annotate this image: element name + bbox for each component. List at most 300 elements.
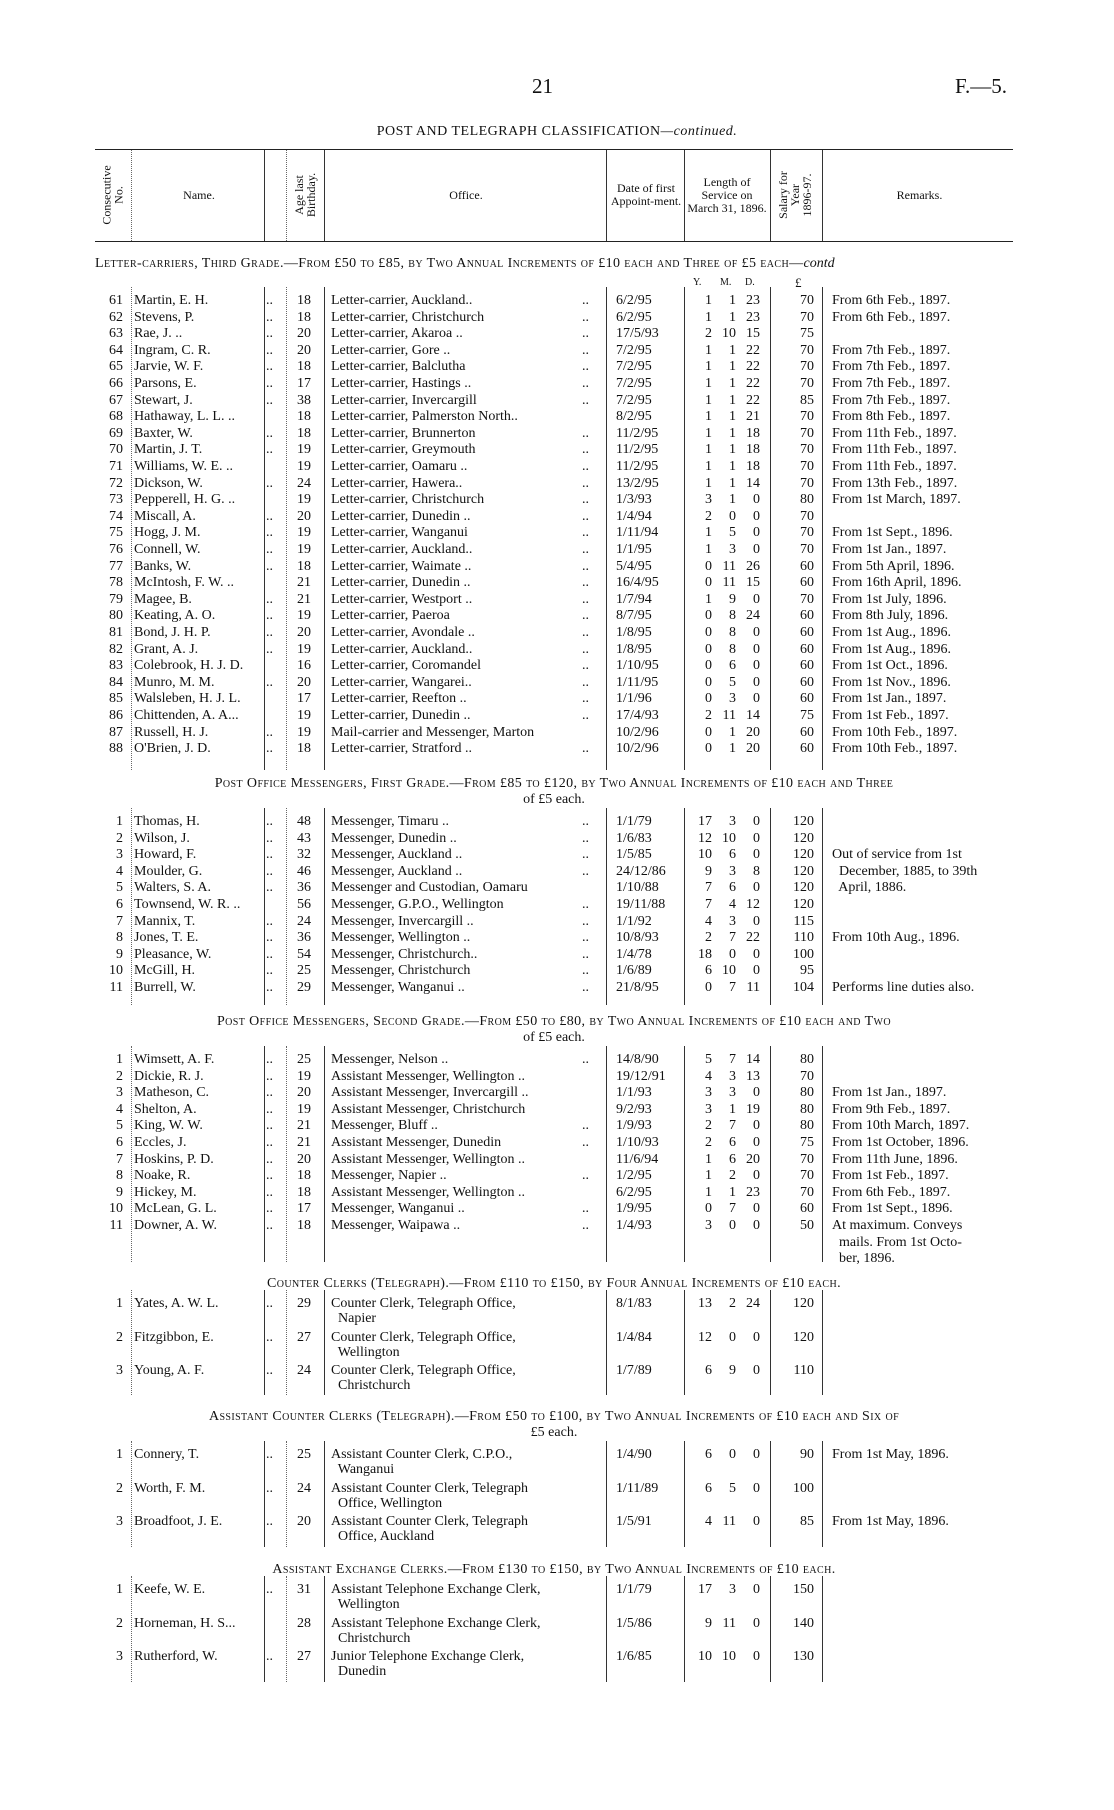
cell-no: 86 (109, 708, 123, 723)
cell-m: 7 (729, 980, 736, 995)
cell-y: 3 (705, 1101, 712, 1117)
cell-m: 9 (729, 1363, 736, 1378)
cell-d: 0 (753, 508, 760, 524)
cell-date: 11/6/94 (616, 1151, 659, 1167)
document-reference: F.—5. (955, 74, 1007, 98)
cell-y: 0 (705, 558, 712, 574)
cell-age: 32 (297, 847, 311, 863)
cell-y: 1 (705, 542, 712, 557)
cell-d: 11 (746, 980, 760, 995)
cell-odots: .. (582, 309, 589, 325)
cell-d: 0 (753, 1582, 760, 1597)
cell-d: 0 (753, 1481, 760, 1496)
cell-d: 22 (746, 930, 760, 946)
cell-date: 11/2/95 (616, 459, 659, 474)
table-row: 3 Howard, F. .. 32 Messenger, Auckland .. .. 1/5/85 10 6 0 120 Out of service from 1st (0, 847, 1114, 864)
cell-salary: 70 (800, 475, 814, 491)
cell-age: 17 (297, 1201, 311, 1217)
cell-age: 38 (297, 392, 311, 408)
cell-odots: .. (582, 392, 589, 408)
cell-no: 70 (109, 442, 123, 458)
cell-salary: 70 (800, 459, 814, 474)
cell-m: 1 (729, 442, 736, 458)
cell-d: 24 (746, 608, 760, 624)
cell-y: 1 (705, 409, 712, 425)
cell-dots: .. (266, 1052, 273, 1067)
cell-remarks: From 10th March, 1897. (832, 1118, 970, 1134)
cell-remarks: From 7th Feb., 1897. (832, 392, 951, 408)
cell-date: 1/4/94 (616, 508, 652, 524)
page-title-continued: —continued. (660, 124, 738, 139)
cell-salary: 60 (800, 575, 814, 591)
cell-y: 1 (705, 425, 712, 441)
cell-dots: .. (266, 741, 273, 757)
cell-age: 18 (297, 741, 311, 757)
cell-y: 10 (698, 1649, 712, 1664)
cell-date: 1/6/85 (616, 1649, 652, 1664)
header-bottom-rule (95, 241, 1013, 242)
cell-name: Moulder, G. (134, 863, 203, 879)
cell-no: 3 (116, 1085, 123, 1101)
cell-name: Walsleben, H. J. L. (134, 691, 241, 707)
cell-no: 63 (109, 326, 123, 342)
cell-name: Burrell, W. (134, 980, 196, 995)
cell-name: Martin, J. T. (134, 442, 203, 458)
cell-y: 9 (705, 863, 712, 879)
cell-no: 5 (116, 1118, 123, 1134)
cell-odots: .. (582, 475, 589, 491)
cell-dots: .. (266, 963, 273, 979)
cell-d: 0 (753, 1514, 760, 1529)
cell-d: 0 (753, 814, 760, 829)
cell-age: 18 (297, 1218, 311, 1233)
cell-m: 11 (722, 708, 736, 723)
cell-y: 3 (705, 1218, 712, 1233)
cell-date: 6/2/95 (616, 1184, 652, 1200)
cell-salary: 60 (800, 658, 814, 674)
cell-date: 10/2/96 (616, 741, 659, 757)
table-row: Wellington (331, 1597, 400, 1612)
cell-odots: .. (582, 897, 589, 912)
cell-odots: .. (582, 376, 589, 391)
table-row: 3 Young, A. F. .. 24 Counter Clerk, Telegraph Office, 1/7/89 6 9 0 110 (0, 1363, 1114, 1380)
cell-m: 1 (729, 359, 736, 375)
cell-no: 3 (116, 1649, 123, 1664)
cell-salary: 70 (800, 1184, 814, 1200)
cell-remarks: From 6th Feb., 1897. (832, 293, 951, 308)
cell-remarks: From 1st October, 1896. (832, 1135, 969, 1150)
cell-d: 0 (753, 963, 760, 979)
cell-salary: 70 (800, 525, 814, 541)
table-row: 6 Eccles, J. .. 21 Assistant Messenger, Dunedin .. 1/10/93 2 6 0 75 From 1st October, 1896. (0, 1135, 1114, 1152)
cell-y: 12 (698, 1330, 712, 1345)
cell-remarks: From 13th Feb., 1897. (832, 475, 958, 491)
cell-no: 1 (116, 1052, 123, 1067)
cell-age: 18 (297, 409, 311, 425)
table-row: 78 McIntosh, F. W. .. 21 Letter-carrier, Dunedin .. .. 16/4/95 0 11 15 60 From 16th April, 1896. (0, 575, 1114, 592)
cell-odots: .. (582, 342, 589, 358)
cell-date: 10/2/96 (616, 724, 659, 740)
cell-remarks: From 1st Jan., 1897. (832, 1085, 947, 1101)
cell-date: 8/2/95 (616, 409, 652, 425)
cell-name: Eccles, J. (134, 1135, 187, 1150)
cell-date: 9/2/93 (616, 1101, 652, 1117)
cell-d: 0 (753, 1085, 760, 1101)
header-length-of-service: Length of Service on March 31, 1896. (687, 174, 767, 215)
table-row (0, 1251, 1114, 1268)
table-row: 5 Walters, S. A. .. 36 Messenger and Custodian, Oamaru 1/10/88 7 6 0 120 April, 1886. (0, 880, 1114, 897)
cell-age: 29 (297, 1296, 311, 1311)
cell-name: Hogg, J. M. (134, 525, 201, 541)
cell-dots: .. (266, 1101, 273, 1117)
cell-no: 71 (109, 459, 123, 474)
cell-no: 73 (109, 492, 123, 508)
cell-m: 8 (729, 641, 736, 657)
cell-age: 19 (297, 542, 311, 557)
header-name: Name. (183, 187, 215, 202)
cell-name: Grant, A. J. (134, 641, 199, 657)
cell-date: 1/1/96 (616, 691, 652, 707)
cell-name: Noake, R. (134, 1168, 191, 1184)
table-row: 75 Hogg, J. M. .. 19 Letter-carrier, Wanganui .. 1/11/94 1 5 0 70 From 1st Sept., 1896. (0, 525, 1114, 542)
cell-no: 3 (116, 1363, 123, 1378)
cell-salary: 75 (800, 326, 814, 342)
table-row: 3 Rutherford, W. .. 27 Junior Telephone Exchange Clerk, 1/6/85 10 10 0 130 (0, 1649, 1114, 1666)
cell-age: 48 (297, 814, 311, 829)
table-row: 74 Miscall, A. .. 20 Letter-carrier, Dunedin .. .. 1/4/94 2 0 0 70 (0, 509, 1114, 526)
cell-y: 4 (705, 1068, 712, 1084)
cell-m: 1 (729, 1101, 736, 1117)
cell-remarks: From 1st July, 1896. (832, 591, 947, 607)
cell-d: 0 (753, 1135, 760, 1150)
cell-y: 2 (705, 326, 712, 342)
cell-name: Connell, W. (134, 542, 201, 557)
cell-y: 17 (698, 814, 712, 829)
cell-remarks: At maximum. Conveys (832, 1218, 963, 1233)
cell-m: 6 (729, 1135, 736, 1150)
cell-age: 56 (297, 897, 311, 912)
cell-date: 6/2/95 (616, 309, 652, 325)
cell-date: 1/11/89 (616, 1481, 659, 1496)
cell-y: 2 (705, 930, 712, 946)
cell-no: 6 (116, 897, 123, 912)
cell-dots: .. (266, 1201, 273, 1217)
cell-d: 22 (746, 359, 760, 375)
cell-salary: 70 (800, 309, 814, 325)
cell-odots: .. (582, 1168, 589, 1184)
cell-d: 22 (746, 342, 760, 358)
cell-age: 24 (297, 913, 311, 929)
cell-dots: .. (266, 542, 273, 557)
cell-y: 3 (705, 1085, 712, 1101)
cell-date: 1/1/95 (616, 542, 652, 557)
cell-y: 0 (705, 641, 712, 657)
cell-no: 77 (109, 558, 123, 574)
cell-y: 1 (705, 309, 712, 325)
cell-salary: 120 (793, 830, 814, 846)
cell-odots: .. (582, 1118, 589, 1134)
cell-name: Williams, W. E. .. (134, 459, 233, 474)
cell-m: 1 (729, 293, 736, 308)
cell-d: 22 (746, 392, 760, 408)
cell-name: Young, A. F. (134, 1363, 205, 1378)
cell-d: 12 (746, 897, 760, 912)
cell-remarks: From 1st Nov., 1896. (832, 674, 951, 690)
cell-date: 1/5/85 (616, 847, 652, 863)
cell-m: 7 (729, 1201, 736, 1217)
cell-m: 1 (729, 392, 736, 408)
cell-dots: .. (266, 1218, 273, 1233)
cell-salary: 120 (793, 1296, 814, 1311)
table-row: 85 Walsleben, H. J. L. 17 Letter-carrier, Reefton .. .. 1/1/96 0 3 0 60 From 1st Jan., 1897. (0, 691, 1114, 708)
cell-age: 20 (297, 508, 311, 524)
cell-y: 0 (705, 658, 712, 674)
section-heading: Assistant Exchange Clerks.—From £130 to £150, by Two Annual Increments of £10 each. (272, 1562, 836, 1577)
table-row: 79 Magee, B. .. 21 Letter-carrier, Westport .. .. 1/7/94 1 9 0 70 From 1st July, 1896. (0, 592, 1114, 609)
column-rule (264, 150, 265, 241)
cell-no: 87 (109, 724, 123, 740)
column-rule (324, 150, 325, 241)
cell-remarks: From 6th Feb., 1897. (832, 309, 951, 325)
table-row: 2 Dickie, R. J. .. 19 Assistant Messenger, Wellington .. 19/12/91 4 3 13 70 (0, 1069, 1114, 1086)
cell-name: Colebrook, H. J. D. (134, 658, 244, 674)
cell-age: 25 (297, 1052, 311, 1067)
cell-d: 13 (746, 1068, 760, 1084)
cell-no: 1 (116, 1296, 123, 1311)
cell-no: 76 (109, 542, 123, 557)
cell-m: 10 (722, 326, 736, 342)
cell-no: 64 (109, 342, 123, 358)
cell-y: 1 (705, 1184, 712, 1200)
cell-m: 3 (729, 542, 736, 557)
cell-m: 1 (729, 741, 736, 757)
cell-no: 1 (116, 1582, 123, 1597)
cell-name: Munro, M. M. (134, 674, 215, 690)
cell-salary: 100 (793, 1481, 814, 1496)
cell-y: 7 (705, 880, 712, 896)
cell-salary: 110 (793, 1363, 814, 1378)
cell-date: 7/2/95 (616, 359, 652, 375)
table-row: 5 King, W. W. .. 21 Messenger, Bluff .. .. 1/9/93 2 7 0 80 From 10th March, 1897. (0, 1118, 1114, 1135)
cell-age: 54 (297, 946, 311, 962)
cell-date: 17/4/93 (616, 708, 659, 723)
cell-y: 1 (705, 442, 712, 458)
cell-d: 14 (746, 708, 760, 723)
cell-odots: .. (582, 591, 589, 607)
cell-name: Hickey, M. (134, 1184, 197, 1200)
cell-salary: 60 (800, 608, 814, 624)
cell-d: 0 (753, 1330, 760, 1345)
cell-dots: .. (266, 880, 273, 896)
cell-dots: .. (266, 913, 273, 929)
column-rule (684, 150, 685, 241)
cell-dots: .. (266, 342, 273, 358)
cell-no: 62 (109, 309, 123, 325)
cell-dots: .. (266, 1085, 273, 1101)
cell-no: 2 (116, 1481, 123, 1496)
cell-remarks: From 1st Sept., 1896. (832, 1201, 953, 1217)
cell-dots: .. (266, 1118, 273, 1134)
cell-age: 19 (297, 724, 311, 740)
cell-d: 18 (746, 425, 760, 441)
cell-m: 6 (729, 1151, 736, 1167)
cell-date: 1/7/89 (616, 1363, 652, 1378)
cell-remarks: December, 1885, to 39th (832, 863, 978, 879)
cell-y: 1 (705, 293, 712, 308)
cell-no: 3 (116, 847, 123, 863)
cell-salary: 120 (793, 897, 814, 912)
cell-m: 5 (729, 674, 736, 690)
cell-salary: 120 (793, 863, 814, 879)
cell-age: 18 (297, 359, 311, 375)
cell-odots: .. (582, 708, 589, 723)
cell-salary: 70 (800, 442, 814, 458)
table-row: 61 Martin, E. H. .. 18 Letter-carrier, Auckland.. .. 6/2/95 1 1 23 70 From 6th Feb., 1897. (0, 293, 1114, 310)
cell-y: 1 (705, 1151, 712, 1167)
cell-dots: .. (266, 625, 273, 640)
table-row: 81 Bond, J. H. P. .. 20 Letter-carrier, Avondale .. .. 1/8/95 0 8 0 60 From 1st Aug., 1896. (0, 625, 1114, 642)
cell-age: 18 (297, 425, 311, 441)
cell-d: 0 (753, 1363, 760, 1378)
cell-d: 20 (746, 724, 760, 740)
cell-date: 1/7/94 (616, 591, 652, 607)
table-row: 1 Yates, A. W. L. .. 29 Counter Clerk, Telegraph Office, 8/1/83 13 2 24 120 (0, 1296, 1114, 1313)
cell-m: 3 (729, 814, 736, 829)
cell-remarks: From 1st May, 1896. (832, 1514, 949, 1529)
cell-d: 0 (753, 641, 760, 657)
table-row: 8 Noake, R. .. 18 Messenger, Napier .. .. 1/2/95 1 2 0 70 From 1st Feb., 1897. (0, 1168, 1114, 1185)
cell-name: Stevens, P. (134, 309, 195, 325)
cell-m: 7 (729, 1118, 736, 1134)
cell-date: 1/11/95 (616, 674, 659, 690)
cell-name: Martin, E. H. (134, 293, 209, 308)
cell-dots: .. (266, 1184, 273, 1200)
cell-age: 27 (297, 1330, 311, 1345)
cell-d: 0 (753, 1649, 760, 1664)
table-row: 87 Russell, H. J. .. 19 Mail-carrier and Messenger, Marton 10/2/96 0 1 20 60 From 10th Feb., 1897. (0, 725, 1114, 742)
cell-dots: .. (266, 830, 273, 846)
cell-salary: 60 (800, 625, 814, 640)
cell-m: 9 (729, 591, 736, 607)
cell-dots: .. (266, 425, 273, 441)
cell-age: 18 (297, 293, 311, 308)
cell-dots: .. (266, 1168, 273, 1184)
cell-name: Hathaway, L. L. .. (134, 409, 235, 425)
cell-date: 5/4/95 (616, 558, 652, 574)
cell-salary: 70 (800, 1151, 814, 1167)
cell-age: 27 (297, 1649, 311, 1664)
cell-d: 23 (746, 293, 760, 308)
section-heading: Assistant Counter Clerks (Telegraph).—From £50 to £100, by Two Annual Increments of £10 each and Six of £5 each. (208, 1409, 900, 1440)
cell-no: 68 (109, 409, 123, 425)
cell-dots: .. (266, 641, 273, 657)
cell-odots: .. (582, 863, 589, 879)
cell-m: 10 (722, 830, 736, 846)
table-row: 7 Mannix, T. .. 24 Messenger, Invercargill .. .. 1/1/92 4 3 0 115 (0, 914, 1114, 931)
cell-name: Worth, F. M. (134, 1481, 206, 1496)
cell-odots: .. (582, 442, 589, 458)
cell-name: Chittenden, A. A... (134, 708, 239, 723)
cell-dots: .. (266, 608, 273, 624)
cell-dots: .. (266, 1649, 273, 1664)
cell-name: Dickie, R. J. (134, 1068, 204, 1084)
cell-age: 20 (297, 674, 311, 690)
cell-name: Rae, J. .. (134, 326, 183, 342)
cell-dots: .. (266, 1135, 273, 1150)
cell-no: 84 (109, 674, 123, 690)
table-row: 9 Pleasance, W. .. 54 Messenger, Christchurch.. .. 1/4/78 18 0 0 100 (0, 947, 1114, 964)
cell-dots: .. (266, 847, 273, 863)
cell-name: Ingram, C. R. (134, 342, 211, 358)
cell-y: 0 (705, 575, 712, 591)
cell-odots: .. (582, 293, 589, 308)
cell-y: 7 (705, 897, 712, 912)
cell-age: 19 (297, 1101, 311, 1117)
cell-odots: .. (582, 359, 589, 375)
cell-remarks: From 7th Feb., 1897. (832, 342, 951, 358)
cell-dots: .. (266, 1296, 273, 1311)
cell-d: 14 (746, 1052, 760, 1067)
cell-name: Mannix, T. (134, 913, 196, 929)
cell-name: Yates, A. W. L. (134, 1296, 219, 1311)
cell-m: 10 (722, 1649, 736, 1664)
cell-age: 43 (297, 830, 311, 846)
cell-date: 1/5/91 (616, 1514, 652, 1529)
cell-y: 0 (705, 980, 712, 995)
cell-date: 7/2/95 (616, 376, 652, 391)
cell-salary: 110 (793, 930, 814, 946)
cell-remarks: From 10th Feb., 1897. (832, 741, 958, 757)
cell-d: 0 (753, 492, 760, 508)
table-row: 62 Stevens, P. .. 18 Letter-carrier, Christchurch .. 6/2/95 1 1 23 70 From 6th Feb., 1897. (0, 310, 1114, 327)
cell-no: 4 (116, 863, 123, 879)
cell-remarks: mails. From 1st Octo- (832, 1234, 962, 1250)
cell-no: 79 (109, 591, 123, 607)
cell-no: 82 (109, 641, 123, 657)
table-row: Office, Auckland (331, 1529, 435, 1544)
table-row: 69 Baxter, W. .. 18 Letter-carrier, Brunnerton .. 11/2/95 1 1 18 70 From 11th Feb., 1897. (0, 426, 1114, 443)
cell-age: 29 (297, 980, 311, 995)
cell-d: 15 (746, 575, 760, 591)
cell-name: Banks, W. (134, 558, 192, 574)
cell-d: 8 (753, 863, 760, 879)
cell-name: Broadfoot, J. E. (134, 1514, 223, 1529)
cell-m: 0 (729, 1218, 736, 1233)
cell-remarks: From 1st Feb., 1897. (832, 708, 949, 723)
cell-name: Pleasance, W. (134, 946, 212, 962)
cell-m: 3 (729, 863, 736, 879)
cell-salary: 60 (800, 674, 814, 690)
cell-remarks: From 9th Feb., 1897. (832, 1101, 951, 1117)
cell-no: 88 (109, 741, 123, 757)
cell-d: 0 (753, 946, 760, 962)
cell-no: 61 (109, 293, 123, 308)
cell-dots: .. (266, 1514, 273, 1529)
cell-no: 4 (116, 1101, 123, 1117)
table-row: Christchurch (331, 1378, 411, 1393)
cell-d: 0 (753, 542, 760, 557)
cell-m: 11 (722, 1514, 736, 1529)
header-remarks: Remarks. (896, 187, 943, 202)
table-row: 1 Wimsett, A. F. .. 25 Messenger, Nelson .. .. 14/8/90 5 7 14 80 (0, 1052, 1114, 1069)
cell-name: Rutherford, W. (134, 1649, 218, 1664)
cell-date: 19/11/88 (616, 897, 666, 912)
cell-odots: .. (582, 913, 589, 929)
cell-remarks: From 8th July, 1896. (832, 608, 949, 624)
cell-no: 8 (116, 930, 123, 946)
cell-age: 20 (297, 1085, 311, 1101)
cell-age: 24 (297, 1481, 311, 1496)
